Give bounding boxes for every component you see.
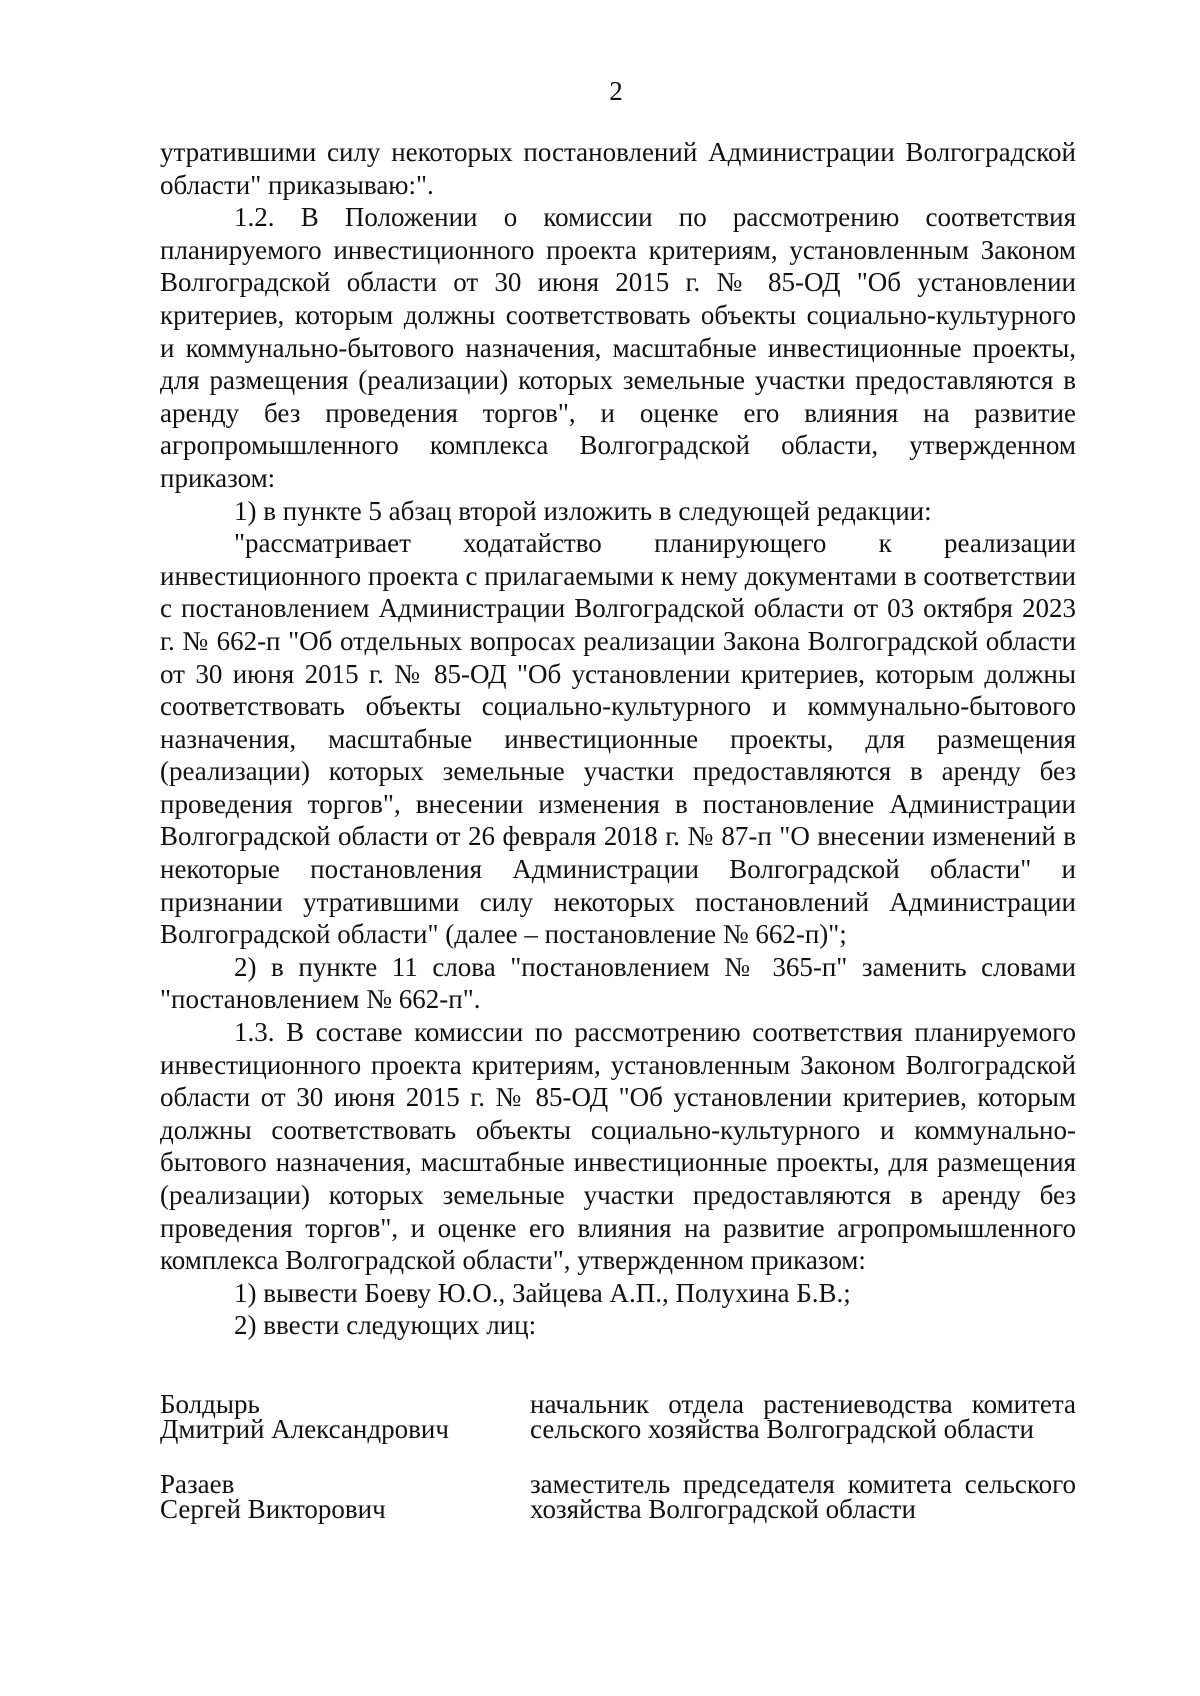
paragraph-item-1: 1) в пункте 5 абзац второй изложить в следующей редакции: — [234, 495, 932, 526]
paragraph-quoted-text: "рассматривает ходатайство планирующего к реализации инвестиционного проекта с прилагаемыми к нему документами в соответствии с постановлением Администрации Волгоградской области от 03 октября 2023 г. № 662-п "Об отдельных вопросах реализации Закона Волгоградской области от 30 июня 2015 г. № 85-ОД "Об установлении критериев, которым должны соответствовать объекты социально-культурного и коммунально-бытового назначения, масштабные инвестиционные проекты, для размещения (реализации) которых земельные участки предоставляются в аренду без проведения торгов", внесении изменения в постановление Администрации Волгоградской области от 26 февраля 2018 г. № 87-п "О внесении изменений в некоторые постановления Администрации Волгоградской области" и признании утратившими силу некоторых постановлений Администрации Волгоградской области" (далее – постановление № 662-п)"; — [160, 528, 1076, 950]
paragraph-clause-1-2: 1.2. В Положении о комиссии по рассмотрению соответствия планируемого инвестиционного проекта критериям, установленным Законом Волгоградской области от 30 июня 2015 г. № 85-ОД "Об установлении критериев, которым должны соответствовать объекты социально-культурного и коммунально-бытового назначения, масштабные инвестиционные проекты, для размещения (реализации) которых земельные участки предоставляются в аренду без проведения торгов", и оценке его влияния на развитие агропромышленного комплекса Волгоградской области, утвержденном приказом: — [160, 202, 1076, 493]
paragraph-clause-1-3: 1.3. В составе комиссии по рассмотрению соответствия планируемого инвестиционного проекта критериям, установленным Законом Волгоградской области от 30 июня 2015 г. № 85-ОД "Об установлении критериев, которым должны соответствовать объекты социально-культурного и коммунально-бытового назначения, масштабные инвестиционные проекты, для размещения (реализации) которых земельные участки предоставляются в аренду без проведения торгов", и оценке его влияния на развитие агропромышленного комплекса Волгоградской области", утвержденном приказом: — [160, 1017, 1076, 1276]
member-entry — [160, 1389, 1076, 1444]
document-body — [160, 136, 1076, 1342]
paragraph-item-2: 2) в пункте 11 слова "постановлением № 365-п" заменить словами "постановлением № 662-п". — [160, 951, 1076, 1015]
member-list — [160, 1389, 1076, 1552]
member-name — [160, 1469, 530, 1524]
page-number: 2 — [609, 76, 623, 106]
paragraph-add-members: 2) ввести следующих лиц: — [234, 1310, 537, 1341]
member-role: начальник отдела растениеводства комитета сельского хозяйства Волгоградской области — [530, 1389, 1076, 1444]
member-given-names: Сергей Викторович — [160, 1494, 386, 1524]
member-name — [160, 1389, 530, 1444]
member-surname: Разаев — [160, 1469, 235, 1499]
member-entry — [160, 1469, 1076, 1524]
member-role: заместитель председателя комитета сельского хозяйства Волгоградской области — [530, 1469, 1076, 1524]
paragraph-continuation: утратившими силу некоторых постановлений Администрации Волгоградской области" приказываю:". — [160, 137, 1076, 200]
member-surname: Болдырь — [160, 1389, 260, 1419]
paragraph-remove-members: 1) вывести Боеву Ю.О., Зайцева А.П., Полухина Б.В.; — [234, 1277, 851, 1308]
member-given-names: Дмитрий Александрович — [160, 1414, 449, 1444]
